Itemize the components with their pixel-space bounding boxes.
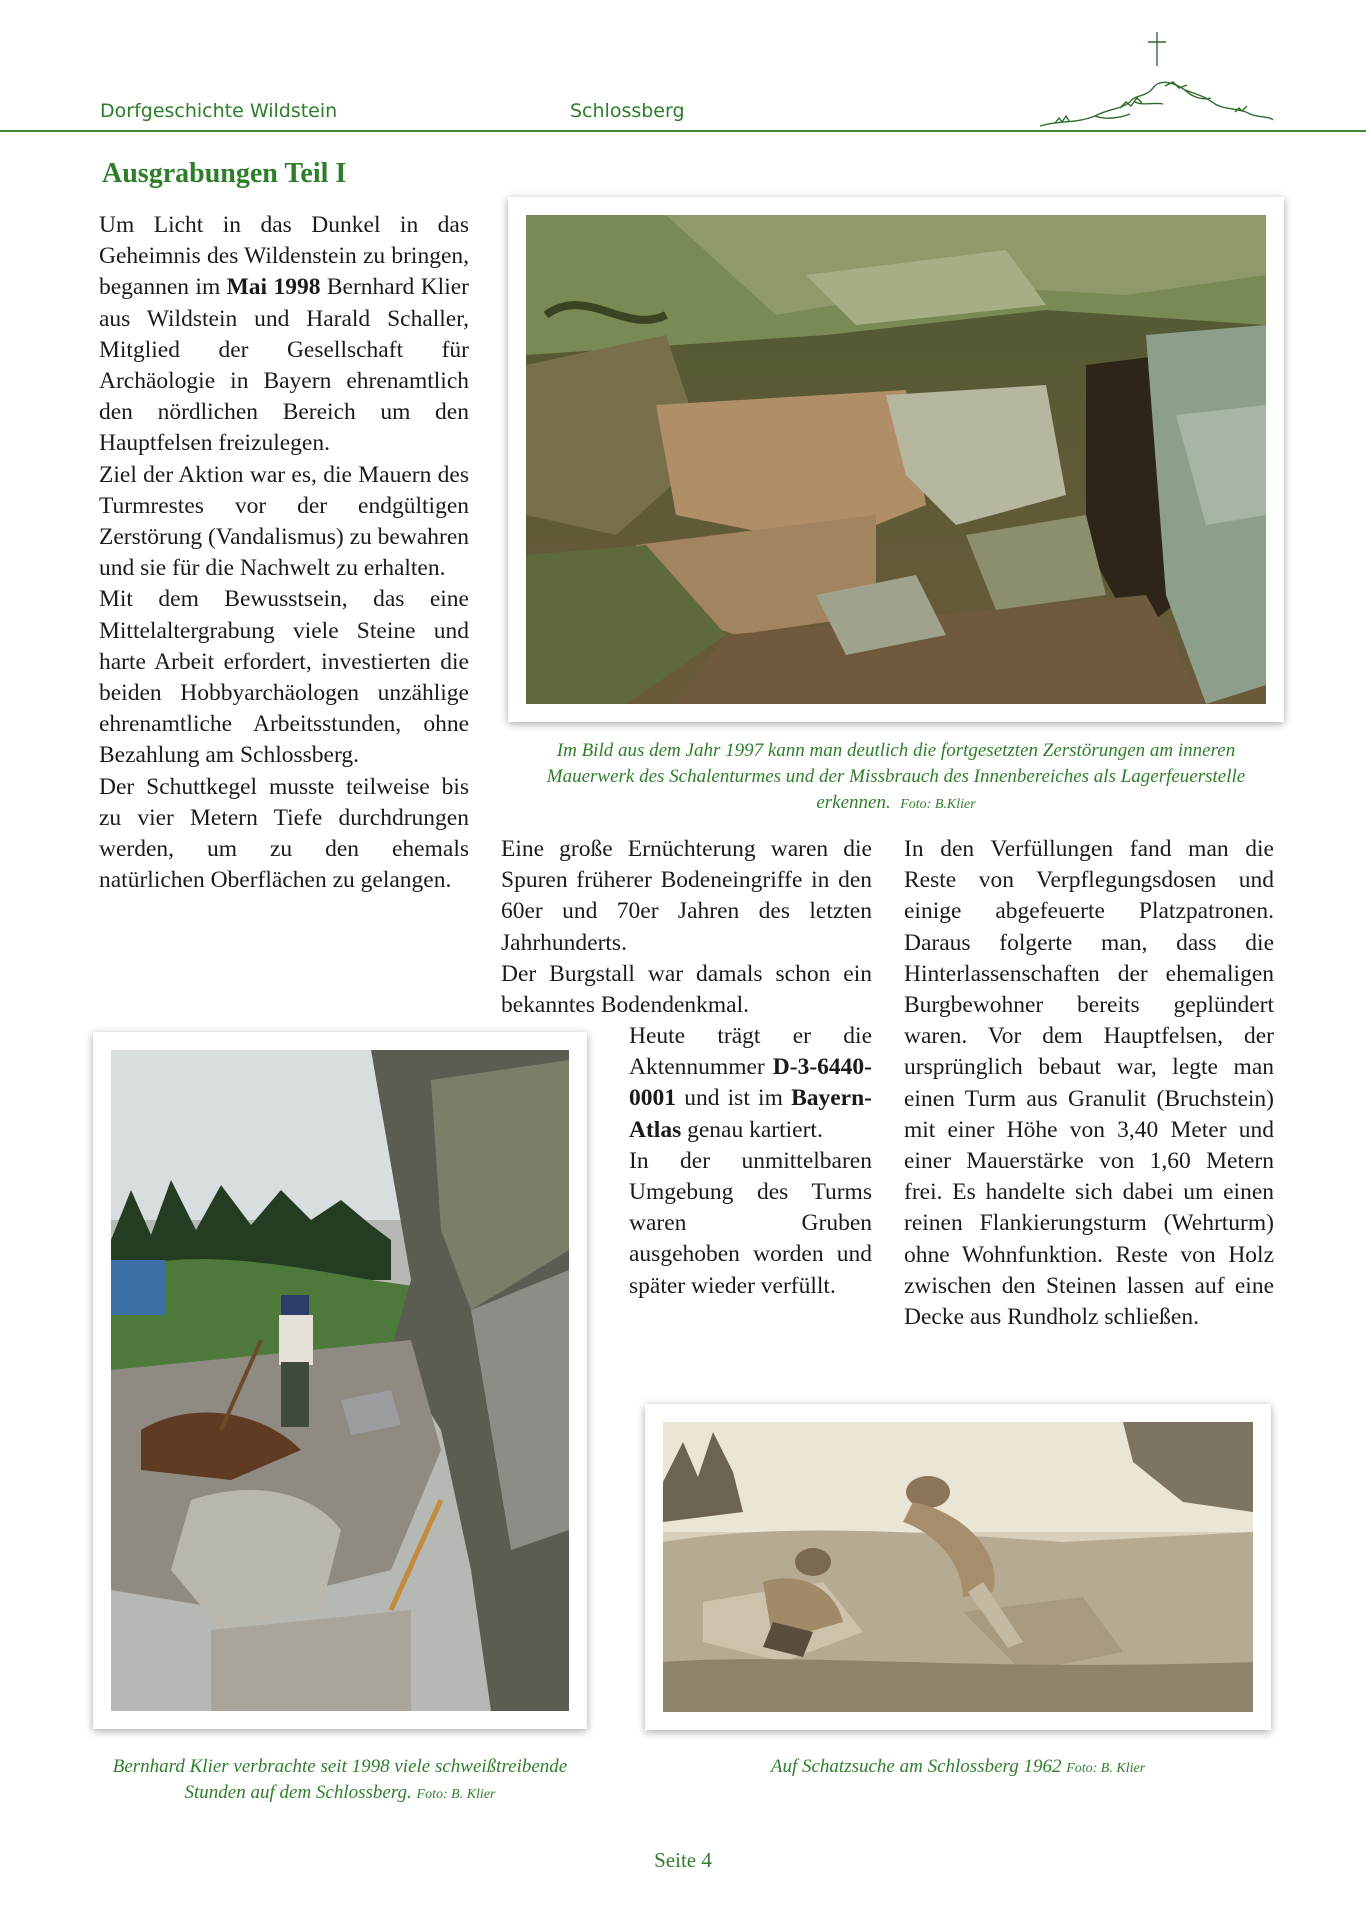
photo-tower-ruins — [508, 197, 1284, 722]
col1-paragraph-3: Mit dem Bewusstsein, das eine Mittelaltergrabung viele Steine und harte Arbeit erfordert, investierten die beiden Hobbyarchäologen unzählige ehrenamtliche Arbeitsstunden, ohne Bezahlung am Schlossberg. — [99, 586, 469, 769]
col1-paragraph-4: Der Schuttkegel musste teilweise bis zu vier Metern Tiefe durchdrungen werden, um zu den ehemals natürlichen Oberflächen zu gelangen. — [99, 773, 469, 894]
page-number: Seite 4 — [654, 1848, 712, 1872]
article-title: Ausgrabungen Teil I — [102, 158, 347, 189]
col2-paragraph-4: In der unmittelbaren Umgebung des Turms waren Gruben ausgehoben worden und später wieder verfüllt. — [629, 1147, 872, 1299]
caption-top-photo: Im Bild aus dem Jahr 1997 kann man deutlich die fortgesetzten Zerstörungen am inneren Mauerwerk des Schalenturmes und der Missbrauch des Innenbereiches als Lagerfeuerstelle erkennen. Foto: B.Klier — [546, 740, 1246, 813]
col2-paragraph-2: Der Burgstall war damals schon ein bekanntes Bodendenkmal. — [501, 960, 872, 1019]
column-2-narrow — [629, 1021, 872, 1302]
caption-left-photo: Bernhard Klier verbrachte seit 1998 viele schweißtreibende Stunden auf dem Schlossberg. Foto: B. Klier — [112, 1756, 568, 1803]
col3-paragraph-1: In den Verfüllungen fand man die Reste von Verpflegungsdosen und einige abgefeuerte Platzpatronen. Daraus folgerte man, dass die Hinterlassenschaften der ehemaligen Burgbewohner bereits geplündert waren. Vor dem Hauptfelsen, der ursprünglich bebaut war, legte man einen Turm aus Granulit (Bruchstein) mit einer Höhe von 3,40 Meter und einer Mauerstärke von 1,60 Metern frei. Es handelte sich dabei um einen reinen Flankierungsturm (Wehrturm) ohne Wohnfunktion. Reste von Holz zwischen den Steinen lassen auf eine Decke aus Rundholz schließen. — [904, 836, 1274, 1331]
header-rule — [0, 130, 1366, 132]
col2-paragraph-1: Eine große Ernüchterung waren die Spuren früherer Bodeneingriffe in den 60er und 70er Jahren des letzten Jahrhunderts. — [501, 836, 872, 956]
col1-paragraph-2: Ziel der Aktion war es, die Mauern des Turmrestes vor der endgültigen Zerstörung (Vandalismus) zu bewahren und sie für die Nachwelt zu erhalten. — [99, 461, 470, 582]
col1-paragraph-1: Um Licht in das Dunkel in das Geheimnis des Wildenstein zu bringen, begannen im Mai 1998 Bernhard Klier aus Wildstein und Harald Schaller, Mitglied der Gesellschaft für Archäologie in Bayern ehrenamtlich den nördlichen Bereich um den Hauptfelsen freizulegen. — [99, 212, 469, 457]
castle-hill-logo — [1035, 28, 1275, 132]
column-1 — [99, 210, 469, 896]
header-title: Dorfgeschichte Wildstein — [100, 100, 338, 122]
header-section: Schlossberg — [570, 100, 685, 122]
column-3 — [904, 834, 1274, 1333]
column-2 — [501, 834, 872, 1021]
col2-paragraph-3: Heute trägt er die Aktennummer D-3-6440-0001 und ist im Bayern-Atlas genau kartiert. — [629, 1023, 872, 1143]
photo-treasure-hunt-1962 — [645, 1404, 1271, 1730]
caption-right-photo: Auf Schatzsuche am Schlossberg 1962 Foto: B. Klier — [770, 1756, 1146, 1777]
photo-excavation-worker — [93, 1032, 587, 1729]
